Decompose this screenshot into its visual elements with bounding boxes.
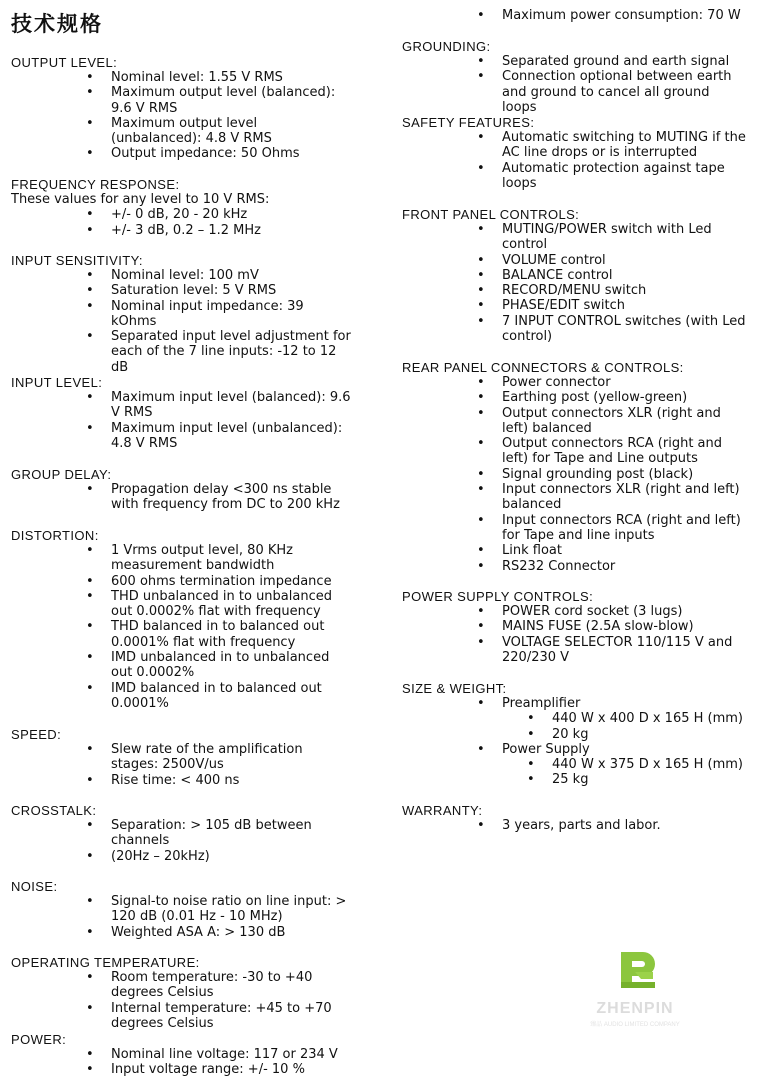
spec-section — [11, 1032, 371, 1078]
spec-item — [11, 207, 351, 222]
spec-item — [402, 559, 747, 574]
spec-section — [402, 589, 762, 665]
spec-item — [402, 406, 747, 437]
section-heading: SAFETY FEATURES: — [402, 115, 535, 130]
spec-sublist — [402, 711, 762, 742]
spec-item — [402, 130, 747, 161]
spec-item — [11, 283, 351, 298]
spec-item — [11, 925, 351, 940]
spec-item-text: • VOLUME control — [502, 252, 606, 268]
spec-item — [402, 253, 747, 268]
section-heading: DISTORTION: — [11, 528, 99, 543]
spec-item — [402, 467, 747, 482]
spec-item-text: • VOLTAGE SELECTOR 110/115 V and 220/230 V — [502, 634, 733, 665]
spec-item-text: • POWER cord socket (3 lugs) — [502, 604, 683, 619]
section-heading: CROSSTALK: — [11, 803, 97, 818]
spec-subitem-text: • 440 W x 375 D x 165 H (mm) — [552, 757, 743, 773]
spec-subitem-text: • 20 kg — [552, 726, 589, 742]
spec-item — [402, 619, 747, 634]
spec-list — [402, 818, 762, 833]
spec-item-text: • Power Supply — [502, 741, 590, 757]
spec-item-text: • Saturation level: 5 V RMS — [111, 283, 277, 299]
spec-item-text: • 600 ohms termination impedance — [111, 573, 332, 589]
spec-subitem-text: • 25 kg — [552, 772, 589, 788]
spec-item — [11, 70, 351, 85]
spec-list — [402, 375, 762, 574]
spec-section — [11, 177, 371, 238]
spec-item — [402, 436, 747, 467]
spec-list — [11, 70, 371, 162]
page-title: 技术规格 — [11, 11, 103, 36]
spec-item — [402, 69, 747, 115]
spec-item-text: • Maximum output level (balanced): 9.6 V RMS — [111, 85, 336, 116]
spec-item — [11, 1047, 351, 1062]
logo-mark-icon — [615, 948, 659, 992]
spec-item — [402, 604, 747, 619]
spec-item — [402, 390, 747, 405]
section-heading: OUTPUT LEVEL: — [11, 55, 118, 70]
spec-list — [11, 207, 371, 238]
spec-item-text: • Output impedance: 50 Ohms — [111, 146, 300, 162]
spec-item-text: • BALANCE control — [502, 267, 613, 283]
spec-sublist — [402, 757, 762, 788]
spec-item — [402, 283, 747, 298]
spec-item — [11, 146, 351, 161]
spec-item-text: • 7 INPUT CONTROL switches (with Led control) — [502, 313, 746, 345]
spec-item-text: • Nominal line voltage: 117 or 234 V — [111, 1047, 338, 1062]
spec-item — [11, 299, 351, 330]
spec-item-text: • Input connectors RCA (right and left) for Tape and line inputs — [502, 512, 741, 543]
spec-section — [402, 803, 762, 833]
section-note: These values for any level to 10 V RMS: — [11, 192, 270, 207]
spec-subitem-group — [402, 711, 762, 742]
spec-item-text: • Input connectors XLR (right and left) balanced — [502, 482, 740, 513]
spec-item-text: • Preamplifier — [502, 696, 581, 711]
logo-name: ZHENPIN — [596, 1000, 674, 1017]
spec-item-text: • +/- 3 dB, 0.2 – 1.2 MHz — [111, 222, 261, 238]
spec-item-text: • Maximum input level (balanced): 9.6 V RMS — [111, 390, 351, 421]
section-heading: FRONT PANEL CONTROLS: — [402, 207, 580, 222]
spec-item-text: • Input voltage range: +/- 10 % — [111, 1062, 305, 1078]
spec-item-text: • Maximum output level (unbalanced): 4.8 V RMS — [111, 115, 272, 147]
spec-item — [11, 970, 351, 1001]
section-heading: POWER SUPPLY CONTROLS: — [402, 589, 594, 604]
spec-item — [11, 223, 351, 238]
spec-item — [402, 696, 747, 711]
spec-item-text: • Maximum power consumption: 70 W — [502, 8, 741, 23]
section-heading: INPUT LEVEL: — [11, 375, 103, 390]
section-heading: NOISE: — [11, 879, 58, 894]
spec-item-text: • Nominal level: 100 mV — [111, 268, 259, 283]
spec-item-text: • Internal temperature: +45 to +70 degrees Celsius — [111, 1000, 332, 1031]
spec-item-text: • (20Hz – 20kHz) — [111, 848, 210, 864]
spec-subitem-group — [402, 757, 762, 788]
spec-subitem — [402, 772, 768, 787]
spec-list — [402, 54, 762, 115]
spec-item — [402, 635, 747, 666]
spec-item — [11, 329, 351, 375]
spec-item-text: • Earthing post (yellow-green) — [502, 390, 688, 406]
spec-list — [11, 894, 371, 940]
spec-section — [402, 115, 762, 191]
spec-item — [402, 8, 747, 23]
spec-item-text: • RS232 Connector — [502, 558, 616, 574]
spec-item-text: • Signal-to noise ratio on line input: > 120 dB (0.01 Hz - 10 MHz) — [111, 894, 347, 925]
spec-item — [402, 742, 747, 757]
spec-item-text: • Separated ground and earth signal — [502, 54, 730, 69]
spec-item — [11, 1001, 351, 1032]
spec-item-text: • RECORD/MENU switch — [502, 283, 647, 299]
spec-item — [11, 619, 351, 650]
spec-list — [402, 130, 762, 191]
spec-list — [11, 970, 371, 1031]
spec-item-text: • PHASE/EDIT switch — [502, 298, 625, 314]
spec-item — [11, 681, 351, 712]
spec-item-text: • Output connectors XLR (right and left) balanced — [502, 405, 721, 436]
spec-item-text: • Room temperature: -30 to +40 degrees Celsius — [111, 970, 313, 1001]
spec-item — [402, 222, 747, 253]
spec-section — [11, 253, 371, 375]
section-heading: GROUP DELAY: — [11, 467, 112, 482]
section-heading: POWER: — [11, 1032, 67, 1047]
spec-section — [402, 8, 762, 23]
spec-section — [402, 360, 762, 574]
spec-item — [11, 482, 351, 513]
spec-item-text: • Link float — [502, 543, 562, 559]
spec-item — [11, 589, 351, 620]
spec-item — [402, 298, 747, 313]
spec-item — [11, 894, 351, 925]
spec-list — [402, 604, 762, 665]
spec-section — [11, 803, 371, 864]
spec-section — [402, 207, 762, 344]
spec-item — [402, 268, 747, 283]
spec-list — [402, 8, 762, 23]
spec-item-text: • Automatic switching to MUTING if the AC line drops or is interrupted — [502, 130, 746, 161]
spec-item-text: • Automatic protection against tape loops — [502, 160, 725, 191]
spec-item — [11, 268, 351, 283]
spec-section — [11, 375, 371, 451]
spec-list — [402, 222, 762, 344]
spec-section — [11, 727, 371, 788]
spec-section — [402, 39, 762, 115]
spec-item — [402, 482, 747, 513]
spec-item-text: • Nominal level: 1.55 V RMS — [111, 70, 283, 85]
spec-item-text: • IMD balanced in to balanced out 0.0001% — [111, 680, 322, 711]
spec-item-text: • Slew rate of the amplification stages: 2500V/us — [111, 742, 303, 773]
spec-item — [11, 818, 351, 849]
spec-item — [402, 54, 747, 69]
spec-subitem — [402, 727, 768, 742]
spec-item — [11, 650, 351, 681]
spec-item-text: • THD balanced in to balanced out 0.0001% flat with frequency — [111, 619, 325, 650]
spec-item — [11, 543, 351, 574]
spec-item-text: • 1 Vrms output level, 80 KHz measurement bandwidth — [111, 543, 293, 574]
spec-item-text: • Connection optional between earth and ground to cancel all ground loops — [502, 69, 732, 115]
spec-subitem — [402, 757, 768, 772]
spec-item-text: • MAINS FUSE (2.5A slow-blow) — [502, 619, 694, 635]
spec-item — [402, 543, 747, 558]
spec-item — [402, 161, 747, 192]
spec-item — [11, 574, 351, 589]
section-heading: GROUNDING: — [402, 39, 491, 54]
spec-item — [11, 85, 351, 116]
section-heading: OPERATING TEMPERATURE: — [11, 955, 200, 970]
spec-subitem — [402, 711, 768, 726]
spec-item-text: • Weighted ASA A: > 130 dB — [111, 924, 286, 940]
spec-item-text: • Signal grounding post (black) — [502, 466, 694, 482]
spec-list — [11, 482, 371, 513]
spec-item-text: • Rise time: < 400 ns — [111, 772, 240, 788]
spec-section — [11, 528, 371, 711]
spec-list — [11, 818, 371, 864]
spec-item-text: • Separated input level adjustment for each of the 7 line inputs: -12 to 12 dB — [111, 329, 351, 375]
spec-section — [11, 55, 371, 162]
company-logo — [576, 948, 694, 1033]
spec-list — [11, 1047, 371, 1078]
section-heading: FREQUENCY RESPONSE: — [11, 177, 180, 192]
spec-item — [11, 773, 351, 788]
spec-list — [11, 742, 371, 788]
spec-item — [11, 421, 351, 452]
spec-item-text: • +/- 0 dB, 20 - 20 kHz — [111, 207, 248, 223]
spec-item-text: • IMD unbalanced in to unbalanced out 0.0002% — [111, 650, 330, 681]
spec-item-text: • 3 years, parts and labor. — [502, 818, 661, 833]
section-heading: REAR PANEL CONNECTORS & CONTROLS: — [402, 360, 684, 375]
section-heading: SPEED: — [11, 727, 62, 742]
spec-item — [402, 513, 747, 544]
spec-item — [11, 116, 351, 147]
spec-item-text: • Output connectors RCA (right and left) for Tape and Line outputs — [502, 436, 723, 467]
spec-item — [11, 742, 351, 773]
spec-section — [402, 681, 762, 788]
spec-section — [11, 879, 371, 940]
spec-item-text: • Nominal input impedance: 39 kOhms — [111, 298, 304, 329]
spec-list — [11, 268, 371, 375]
spec-item — [402, 314, 747, 345]
spec-list — [11, 390, 371, 451]
section-heading: WARRANTY: — [402, 803, 483, 818]
spec-item — [11, 1062, 351, 1077]
spec-item-text: • Propagation delay <300 ns stable with frequency from DC to 200 kHz — [111, 482, 340, 513]
spec-item-text: • MUTING/POWER switch with Led control — [502, 222, 712, 253]
spec-subitem-text: • 440 W x 400 D x 165 H (mm) — [552, 711, 743, 727]
spec-item — [402, 818, 747, 833]
spec-list — [402, 696, 762, 788]
section-heading: SIZE & WEIGHT: — [402, 681, 507, 696]
spec-item — [11, 390, 351, 421]
spec-section — [11, 467, 371, 513]
spec-item — [11, 849, 351, 864]
section-heading: INPUT SENSITIVITY: — [11, 253, 143, 268]
spec-item-text: • Power connector — [502, 375, 611, 390]
spec-item-text: • Maximum input level (unbalanced): 4.8 V RMS — [111, 420, 343, 451]
logo-subtitle: 臻品 AUDIO LIMITED COMPANY — [590, 1022, 680, 1028]
spec-item-text: • THD unbalanced in to unbalanced out 0.0002% flat with frequency — [111, 588, 332, 620]
spec-list — [11, 543, 371, 711]
spec-item — [402, 375, 747, 390]
spec-item-text: • Separation: > 105 dB between channels — [111, 818, 312, 849]
spec-section — [11, 955, 371, 1031]
